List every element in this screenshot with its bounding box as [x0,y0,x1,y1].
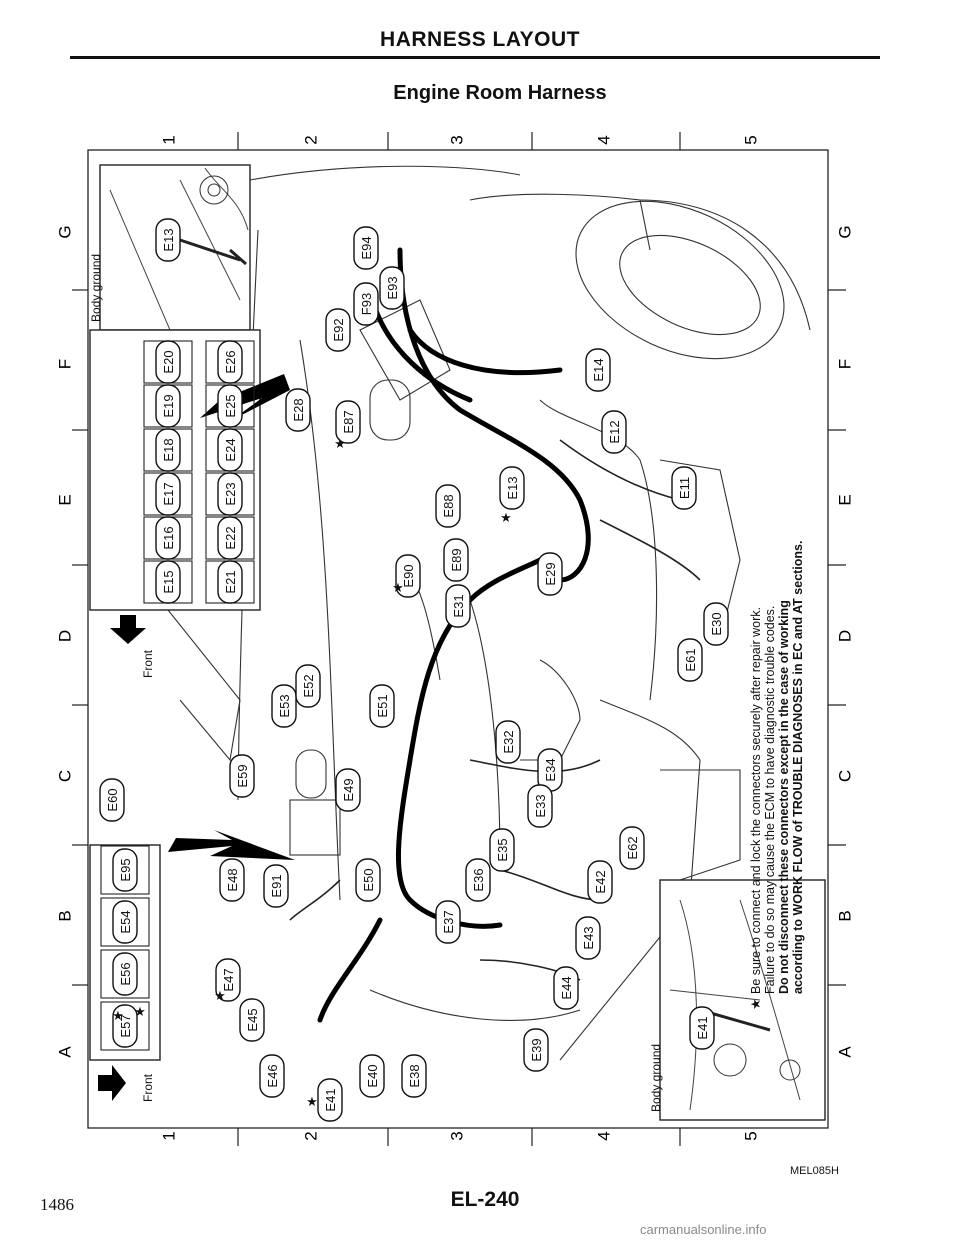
connector-f93 [354,283,378,325]
box-connector-e15 [156,561,180,603]
figure-id: MEL085H [790,1165,839,1177]
connector-e41 [690,1007,714,1049]
connector-e61 [678,639,702,681]
connector-id: E61 [683,648,698,672]
page-title: HARNESS LAYOUT [380,28,580,51]
grid-number-bottom: 5 [741,1131,761,1141]
note-line-4: according to WORK FLOW of TROUBLE DIAGNOSES in EC and AT sections. [791,540,805,994]
connector-id: E56 [118,962,133,986]
connector-e13 [156,219,180,261]
grid-letter-left: F [55,358,75,370]
connector-id: E17 [161,482,176,506]
connector-id: E32 [501,730,516,754]
connector-id: E62 [625,836,640,860]
connector-id: E31 [451,594,466,618]
connector-e39 [524,1029,548,1071]
box-connector-e21 [218,561,242,603]
grid-letter-right: B [835,910,855,922]
connector-e28 [286,389,310,431]
connector-e51 [370,685,394,727]
grid-letter-left: E [55,494,75,506]
connector-id: E92 [331,318,346,342]
connector-e40 [360,1055,384,1097]
connector-id: E22 [223,526,238,550]
connector-id: E13 [505,476,520,500]
connector-id: E15 [161,570,176,594]
box-connector-e22 [218,517,242,559]
connector-id: E46 [265,1064,280,1088]
connector-id: E36 [471,868,486,892]
connector-e49 [336,769,360,811]
connector-id: E35 [495,838,510,862]
note-star: ★ [748,998,763,1010]
box-connector-e95 [113,849,137,891]
star-mark: ★ [134,1004,146,1019]
grid-number-top: 5 [741,135,761,145]
star-mark: ★ [112,1008,124,1023]
connector-e52 [296,665,320,707]
connector-id: E20 [161,350,176,374]
connector-id: E39 [529,1038,544,1062]
box-connector-e19 [156,385,180,427]
connector-id: E88 [441,494,456,518]
connector-e45 [240,999,264,1041]
star-mark: ★ [334,436,346,451]
connector-id: E95 [118,858,133,882]
connector-id: E29 [543,562,558,586]
connector-id: E30 [709,612,724,636]
box-connector-e56 [113,953,137,995]
grid-letter-right: F [835,358,855,370]
connector-e62 [620,827,644,869]
box-connector-e26 [218,341,242,383]
connector-e41 [318,1079,342,1121]
connector-id: E45 [245,1008,260,1032]
grid-letter-right: A [835,1046,855,1058]
connector-id: E18 [161,438,176,462]
connector-e42 [588,861,612,903]
connector-id: F93 [359,292,374,316]
box-connector-e17 [156,473,180,515]
body-ground-label-bottom: Body ground [649,1043,663,1112]
grid-letter-right: D [835,629,855,643]
connector-e94 [354,227,378,269]
connector-e50 [356,859,380,901]
connector-id: E94 [359,236,374,260]
connector-e89 [444,539,468,581]
connector-e37 [436,901,460,943]
grid-letter-left: A [55,1046,75,1058]
connector-id: E43 [581,926,596,950]
connector-id: E87 [341,410,356,434]
connector-e30 [704,603,728,645]
connector-id: E23 [223,482,238,506]
connector-id: E28 [291,398,306,422]
grid-number-top: 1 [159,135,179,145]
watermark: carmanualsonline.info [640,1222,767,1237]
connector-id: E89 [449,548,464,572]
connector-id: E24 [223,438,238,462]
connector-id: E54 [118,910,133,934]
connector-e88 [436,485,460,527]
box-connector-e18 [156,429,180,471]
connector-id: E40 [365,1064,380,1088]
front-label-upper: Front [141,649,155,678]
grid-number-top: 4 [594,135,614,145]
box-connector-e24 [218,429,242,471]
connector-e31 [446,585,470,627]
star-mark: ★ [392,580,404,595]
body-ground-label-top: Body ground [89,253,103,322]
connector-e46 [260,1055,284,1097]
page-number: 1486 [40,1195,74,1214]
connector-e93 [380,267,404,309]
connector-id: E48 [225,868,240,892]
grid-number-bottom: 2 [301,1131,321,1141]
connector-e29 [538,553,562,595]
connector-id: E90 [401,564,416,588]
connector-e32 [496,721,520,763]
connector-id: E19 [161,394,176,418]
connector-id: E33 [533,794,548,818]
connector-id: E11 [677,476,692,500]
thin-wires [290,440,700,980]
connector-id: E53 [277,694,292,718]
box-connector-e16 [156,517,180,559]
grid-letter-right: C [835,769,855,783]
connector-id: E41 [323,1088,338,1112]
connector-id: E38 [407,1064,422,1088]
grid-letter-left: C [55,769,75,783]
connector-id: E37 [441,910,456,934]
note-line-3: Do not disconnect these connectors except in the case of working [777,600,791,994]
connector-e60 [100,779,124,821]
star-mark: ★ [500,510,512,525]
connector-id: E42 [593,870,608,894]
grid-number-bottom: 1 [159,1131,179,1141]
star-mark: ★ [214,988,226,1003]
connector-id: E91 [269,874,284,898]
connector-e44 [554,967,578,1009]
box-connector-e23 [218,473,242,515]
connector-e38 [402,1055,426,1097]
grid-number-bottom: 3 [447,1131,467,1141]
grid-letter-right: E [835,494,855,506]
connector-id: E49 [341,778,356,802]
connector-e13 [500,467,524,509]
connector-id: E12 [607,420,622,444]
connector-e91 [264,865,288,907]
connector-e14 [586,349,610,391]
connector-id: E59 [235,764,250,788]
page-code: EL-240 [450,1188,520,1211]
connector-id: E16 [161,526,176,550]
connector-e92 [326,309,350,351]
connector-id: E25 [223,394,238,418]
connector-id: E93 [385,276,400,300]
grid-number-top: 3 [447,135,467,145]
box-connector-e25 [218,385,242,427]
grid-letter-left: B [55,910,75,922]
grid-number-top: 2 [301,135,321,145]
connector-id: E13 [161,228,176,252]
box-connector-e54 [113,901,137,943]
connector-id: E14 [591,358,606,382]
connector-id: E41 [695,1016,710,1040]
connector-e33 [528,785,552,827]
connector-id: E47 [221,968,236,992]
connector-e36 [466,859,490,901]
box-connector-e20 [156,341,180,383]
connector-e35 [490,829,514,871]
connector-id: E60 [105,788,120,812]
connector-id: E26 [223,350,238,374]
connector-e48 [220,859,244,901]
front-label-lower: Front [141,1073,155,1102]
connector-id: E34 [543,758,558,782]
connector-e53 [272,685,296,727]
connector-id: E52 [301,674,316,698]
connector-e43 [576,917,600,959]
grid-letter-left: D [55,629,75,643]
grid-letter-left: G [55,225,75,239]
connector-id: E21 [223,570,238,594]
note-line-2: Failure to do so may cause the ECM to have diagnostic trouble codes. [763,605,777,994]
grid-letter-right: G [835,225,855,239]
connector-e12 [602,411,626,453]
connector-id: E50 [361,868,376,892]
connector-id: E51 [375,694,390,718]
note-block [748,541,805,1010]
star-mark: ★ [306,1094,318,1109]
grid-number-bottom: 4 [594,1131,614,1141]
connector-id: E57 [118,1014,133,1038]
connector-id: E44 [559,976,574,1000]
note-line-1: Be sure to connect and lock the connectors securely after repair work. [749,607,763,994]
diagram-subtitle: Engine Room Harness [393,82,607,104]
connector-e59 [230,755,254,797]
connector-e11 [672,467,696,509]
